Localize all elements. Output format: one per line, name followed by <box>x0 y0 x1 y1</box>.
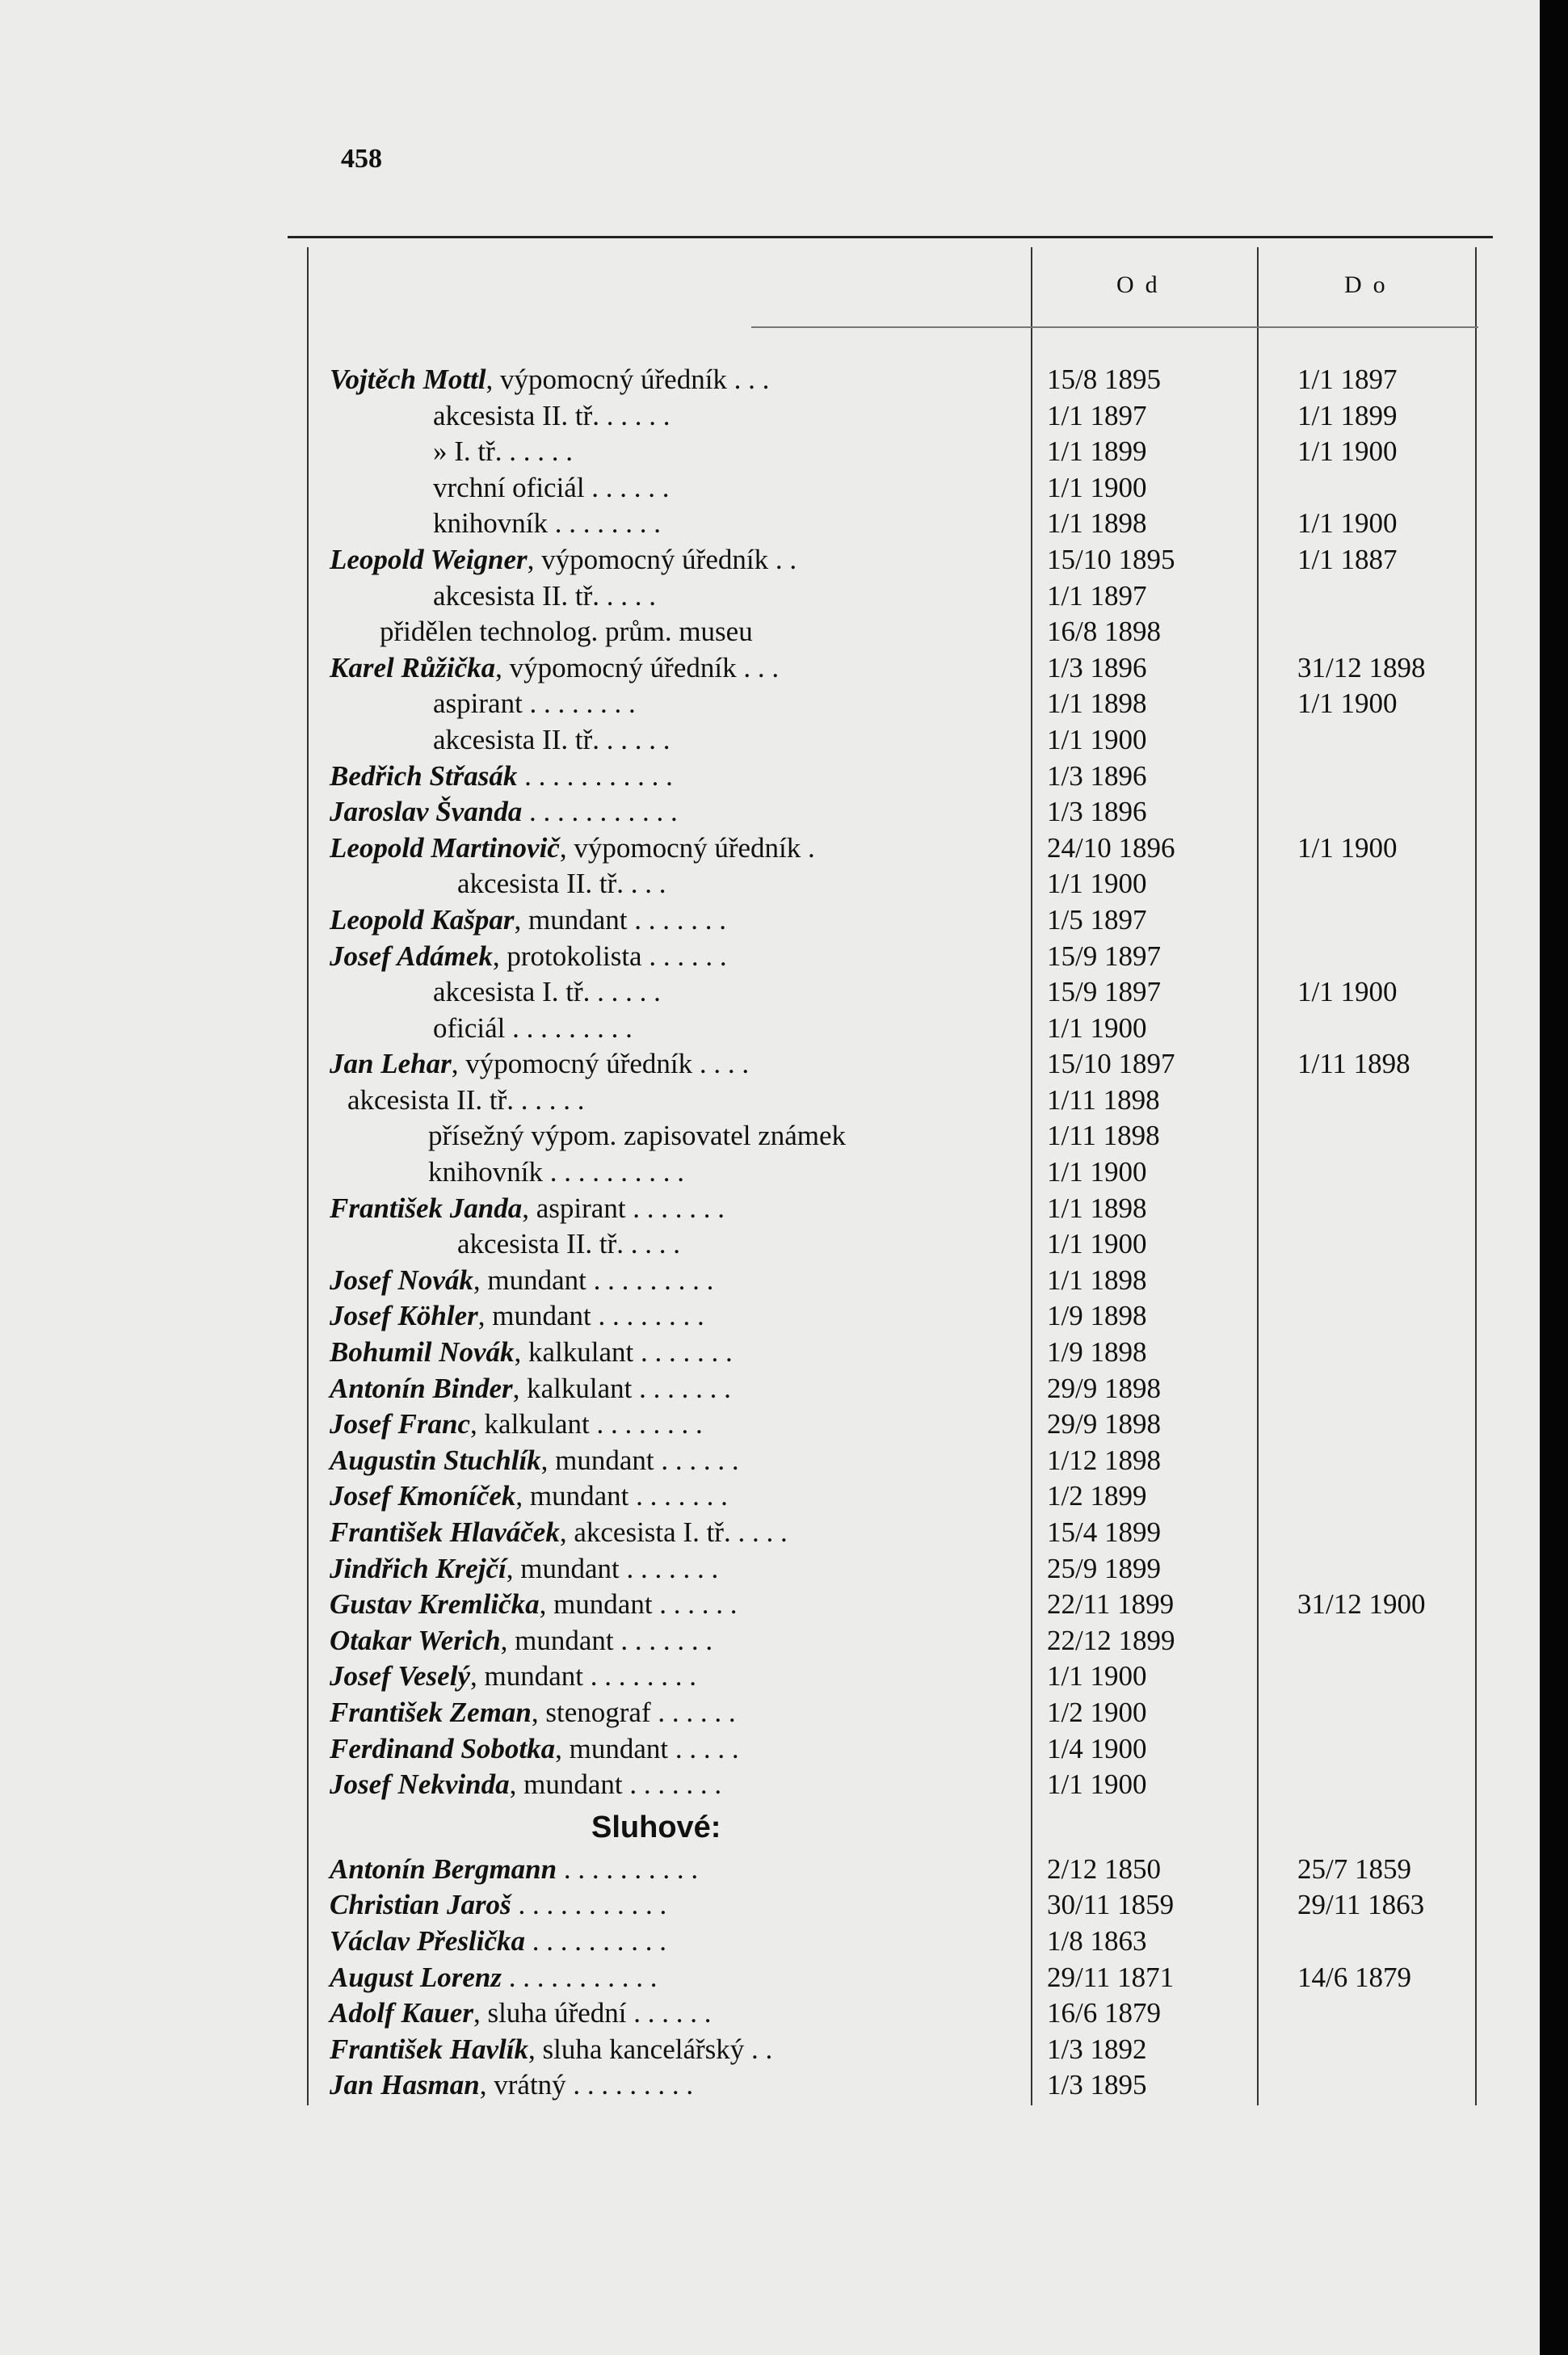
date-from: 1/11 1898 <box>1047 1120 1160 1152</box>
date-from: 1/1 1897 <box>1047 579 1147 612</box>
table-row <box>0 1623 1540 1659</box>
person-name: Josef Novák <box>330 1264 473 1296</box>
position-text: » I. tř. . . . . . <box>433 435 574 468</box>
date-from: 29/11 1871 <box>1047 1961 1175 1993</box>
date-from: 1/1 1900 <box>1047 723 1147 755</box>
row-description <box>428 1154 684 1191</box>
person-name: Vojtěch Mottl <box>330 364 486 395</box>
date-from: 1/3 1895 <box>1047 2069 1147 2101</box>
position-text: , protokolista . . . . . . <box>492 940 727 972</box>
person-name: František Zeman <box>330 1696 532 1728</box>
person-name: Josef Köhler <box>330 1300 478 1332</box>
register-table <box>0 362 1540 2104</box>
page-number: 458 <box>341 144 382 174</box>
table-row <box>0 470 1540 507</box>
table-row <box>0 1995 1540 2032</box>
date-from: 16/8 1898 <box>1047 616 1161 648</box>
row-description <box>347 1083 585 1119</box>
person-name: Josef Nekvinda <box>330 1768 510 1801</box>
date-from: 1/1 1898 <box>1047 1264 1147 1296</box>
table-row <box>0 1731 1540 1768</box>
table-row <box>0 1924 1540 1960</box>
row-description <box>457 1226 680 1263</box>
date-from: 30/11 1859 <box>1047 1889 1175 1921</box>
person-name: Bedřich Střasák <box>330 759 518 792</box>
table-row <box>0 650 1540 687</box>
date-from: 25/9 1899 <box>1047 1552 1161 1584</box>
date-from: 1/1 1898 <box>1047 1192 1147 1224</box>
position-text: akcesista II. tř. . . . . . <box>433 399 670 431</box>
position-text: akcesista II. tř. . . . <box>457 868 666 900</box>
position-text: knihovník . . . . . . . . . . <box>428 1156 684 1188</box>
table-row <box>0 1478 1540 1515</box>
date-from: 1/1 1898 <box>1047 688 1147 720</box>
date-to: 1/1 1887 <box>1297 543 1398 575</box>
person-name: Jan Hasman <box>330 2069 480 2101</box>
date-from: 1/1 1900 <box>1047 1011 1147 1044</box>
date-to: 1/11 1898 <box>1297 1048 1410 1080</box>
table-row <box>0 2032 1540 2068</box>
person-name: František Janda <box>330 1192 523 1224</box>
person-name: Leopold Kašpar <box>330 903 515 936</box>
position-text: , mundant . . . . . <box>555 1732 739 1764</box>
date-from: 1/2 1900 <box>1047 1696 1147 1728</box>
position-text: , výpomocný úředník . . . . <box>451 1048 750 1080</box>
row-description <box>433 686 636 722</box>
table-row <box>0 974 1540 1011</box>
position-text: . . . . . . . . . . . <box>517 759 673 792</box>
position-text: , sluha kancelářský . . <box>528 2033 773 2065</box>
row-description <box>330 1852 698 1888</box>
position-text: , mundant . . . . . . . . <box>469 1660 696 1693</box>
person-name: Augustin Stuchlík <box>330 1444 541 1476</box>
position-text: , výpomocný úředník . . . <box>495 651 780 683</box>
position-text: , mundant . . . . . . . <box>500 1624 713 1656</box>
person-name: Otakar Werich <box>330 1624 501 1656</box>
date-from: 15/4 1899 <box>1047 1516 1161 1548</box>
position-text: , kalkulant . . . . . . . . <box>470 1408 703 1440</box>
row-description <box>330 1191 725 1227</box>
person-name: František Hlaváček <box>330 1516 560 1548</box>
row-description <box>330 2032 772 2068</box>
table-row <box>0 362 1540 398</box>
page-edge-shadow <box>1540 0 1568 2355</box>
table-row <box>0 1298 1540 1335</box>
table-row <box>0 1587 1540 1623</box>
position-text: akcesista II. tř. . . . . . <box>433 723 670 755</box>
position-text: aspirant . . . . . . . . <box>433 688 636 720</box>
table-row <box>0 902 1540 939</box>
row-description <box>457 866 666 902</box>
date-from: 1/3 1892 <box>1047 2033 1147 2065</box>
row-description <box>433 470 670 507</box>
person-name: Ferdinand Sobotka <box>330 1732 556 1764</box>
date-from: 29/9 1898 <box>1047 1372 1161 1404</box>
position-text: vrchní oficiál . . . . . . <box>433 471 670 503</box>
date-to: 1/1 1897 <box>1297 364 1398 395</box>
row-description <box>428 1118 846 1154</box>
row-description <box>330 1995 712 2032</box>
table-row <box>0 1371 1540 1407</box>
row-description <box>330 1924 666 1960</box>
row-description <box>433 506 661 542</box>
table-row <box>0 578 1540 615</box>
date-from: 1/9 1898 <box>1047 1336 1147 1369</box>
date-from: 1/1 1898 <box>1047 507 1147 540</box>
table-row <box>0 722 1540 759</box>
date-from: 29/9 1898 <box>1047 1408 1161 1440</box>
date-from: 1/5 1897 <box>1047 903 1147 936</box>
date-to: 31/12 1900 <box>1297 1588 1426 1621</box>
date-from: 1/1 1897 <box>1047 399 1147 431</box>
row-description <box>433 1011 633 1047</box>
row-description <box>330 1731 739 1768</box>
person-name: Jaroslav Švanda <box>330 796 523 828</box>
table-row <box>0 1046 1540 1083</box>
position-text: . . . . . . . . . . <box>557 1852 699 1885</box>
table-row <box>0 1852 1540 1888</box>
date-to: 29/11 1863 <box>1297 1889 1425 1921</box>
row-description <box>330 1659 696 1695</box>
table-row <box>0 831 1540 867</box>
position-text: akcesista II. tř. . . . . . <box>347 1083 585 1116</box>
person-name: Antonín Bergmann <box>330 1852 557 1885</box>
person-name: Karel Růžička <box>330 651 496 683</box>
row-description <box>330 2067 693 2104</box>
row-description <box>433 722 670 759</box>
table-row <box>0 1695 1540 1731</box>
person-name: Gustav Kremlička <box>330 1588 540 1621</box>
table-row <box>0 434 1540 470</box>
table-row <box>0 939 1540 975</box>
position-text: , kalkulant . . . . . . . <box>514 1336 733 1369</box>
person-name: Jindřich Krejčí <box>330 1552 507 1584</box>
position-text: akcesista II. tř. . . . . <box>457 1228 681 1260</box>
date-from: 22/11 1899 <box>1047 1588 1175 1621</box>
date-from: 1/2 1899 <box>1047 1480 1147 1512</box>
row-description <box>330 650 779 687</box>
position-text: , vrátný . . . . . . . . . <box>479 2069 694 2101</box>
date-from: 1/1 1900 <box>1047 868 1147 900</box>
row-description <box>330 831 815 867</box>
row-description <box>330 939 727 975</box>
table-row <box>0 1011 1540 1047</box>
table-row <box>0 1407 1540 1443</box>
table-row <box>0 1515 1540 1551</box>
person-name: Josef Adámek <box>330 940 493 972</box>
person-name: Christian Jaroš <box>330 1889 511 1921</box>
table-row <box>0 1659 1540 1695</box>
row-description <box>330 1478 728 1515</box>
position-text: , akcesista I. tř. . . . . <box>559 1516 788 1548</box>
table-row <box>0 1154 1540 1191</box>
table-row <box>0 1191 1540 1227</box>
table-row <box>0 1551 1540 1588</box>
column-header-do: Do <box>1344 271 1397 298</box>
date-to: 1/1 1900 <box>1297 435 1398 468</box>
row-description <box>330 1335 733 1371</box>
date-from: 1/1 1900 <box>1047 1228 1147 1260</box>
table-row <box>0 686 1540 722</box>
table-row <box>0 1118 1540 1154</box>
person-name: Jan Lehar <box>330 1048 452 1080</box>
table-row <box>0 866 1540 902</box>
column-header-od: Od <box>1116 271 1169 298</box>
section-heading: Sluhové: <box>591 1810 721 1844</box>
position-text: , mundant . . . . . . . <box>514 903 726 936</box>
person-name: Leopold Weigner <box>330 543 528 575</box>
row-description <box>330 902 726 939</box>
table-row <box>0 1226 1540 1263</box>
table-row <box>0 1960 1540 1996</box>
date-from: 1/1 1900 <box>1047 1156 1147 1188</box>
date-to: 1/1 1900 <box>1297 507 1398 540</box>
position-text: přísežný výpom. zapisovatel známek <box>428 1120 847 1152</box>
person-name: Adolf Kauer <box>330 1997 473 2029</box>
date-from: 15/9 1897 <box>1047 976 1161 1008</box>
date-from: 15/10 1897 <box>1047 1048 1175 1080</box>
date-from: 1/3 1896 <box>1047 796 1147 828</box>
table-row <box>0 542 1540 578</box>
row-description <box>330 362 769 398</box>
row-description <box>330 1443 739 1479</box>
table-row <box>0 759 1540 795</box>
row-description <box>330 542 797 578</box>
position-text: . . . . . . . . . . <box>525 1924 667 1957</box>
date-from: 22/12 1899 <box>1047 1624 1175 1656</box>
date-to: 1/1 1900 <box>1297 831 1398 864</box>
position-text: , stenograf . . . . . . <box>531 1696 736 1728</box>
position-text: . . . . . . . . . . . <box>511 1889 667 1921</box>
row-description <box>330 1298 704 1335</box>
date-from: 1/4 1900 <box>1047 1732 1147 1764</box>
table-row <box>0 2067 1540 2104</box>
position-text: akcesista I. tř. . . . . . <box>433 976 661 1008</box>
date-from: 24/10 1896 <box>1047 831 1175 864</box>
person-name: Josef Veselý <box>330 1660 470 1693</box>
date-to: 1/1 1899 <box>1297 399 1398 431</box>
row-description <box>330 1887 666 1924</box>
position-text: , výpomocný úředník . . <box>527 543 797 575</box>
person-name: August Lorenz <box>330 1961 502 1993</box>
date-from: 1/8 1863 <box>1047 1924 1147 1957</box>
table-row <box>0 1887 1540 1924</box>
position-text: , mundant . . . . . . <box>540 1444 739 1476</box>
date-from: 1/11 1898 <box>1047 1083 1160 1116</box>
row-description <box>330 759 673 795</box>
table-row <box>0 1083 1540 1119</box>
date-to: 25/7 1859 <box>1297 1852 1411 1885</box>
position-text: přidělen technolog. prům. museu <box>380 616 753 648</box>
date-to: 1/1 1900 <box>1297 976 1398 1008</box>
position-text: , aspirant . . . . . . . <box>522 1192 725 1224</box>
row-description <box>433 434 573 470</box>
date-from: 15/9 1897 <box>1047 940 1161 972</box>
date-from: 1/12 1898 <box>1047 1444 1161 1476</box>
table-row <box>0 506 1540 542</box>
position-text: , sluha úřední . . . . . . <box>473 1997 712 2029</box>
position-text: , mundant . . . . . . . <box>506 1552 719 1584</box>
date-from: 1/3 1896 <box>1047 651 1147 683</box>
position-text: , mundant . . . . . . . . <box>477 1300 704 1332</box>
date-to: 1/1 1900 <box>1297 688 1398 720</box>
person-name: Josef Kmoníček <box>330 1480 516 1512</box>
date-to: 14/6 1879 <box>1297 1961 1411 1993</box>
person-name: Bohumil Novák <box>330 1336 515 1369</box>
position-text: knihovník . . . . . . . . <box>433 507 661 540</box>
row-description <box>330 1623 713 1659</box>
row-description <box>330 1407 703 1443</box>
table-row <box>0 1767 1540 1803</box>
date-from: 1/1 1900 <box>1047 471 1147 503</box>
position-text: , mundant . . . . . . <box>539 1588 738 1621</box>
row-description <box>433 974 661 1011</box>
date-from: 15/8 1895 <box>1047 364 1161 395</box>
date-from: 1/1 1899 <box>1047 435 1147 468</box>
row-description <box>330 1767 721 1803</box>
row-description <box>330 1263 713 1299</box>
date-to: 31/12 1898 <box>1297 651 1426 683</box>
header-rule <box>751 326 1478 328</box>
table-top-rule <box>288 236 1493 238</box>
position-text: , výpomocný úředník . . . <box>486 364 770 395</box>
table-row <box>0 1443 1540 1479</box>
table-row <box>0 614 1540 650</box>
date-from: 1/1 1900 <box>1047 1660 1147 1693</box>
person-name: Josef Franc <box>330 1408 471 1440</box>
position-text: . . . . . . . . . . . <box>522 796 678 828</box>
date-from: 15/10 1895 <box>1047 543 1175 575</box>
position-text: , mundant . . . . . . . <box>509 1768 722 1801</box>
person-name: Václav Přeslička <box>330 1924 526 1957</box>
position-text: . . . . . . . . . . . <box>502 1961 658 1993</box>
date-from: 1/1 1900 <box>1047 1768 1147 1801</box>
position-text: akcesista II. tř. . . . . <box>433 579 657 612</box>
row-description <box>330 1551 718 1588</box>
date-from: 1/3 1896 <box>1047 759 1147 792</box>
row-description <box>330 1515 788 1551</box>
row-description <box>330 1960 658 1996</box>
position-text: , mundant . . . . . . . <box>515 1480 728 1512</box>
person-name: František Havlík <box>330 2033 528 2065</box>
date-from: 2/12 1850 <box>1047 1852 1161 1885</box>
table-row <box>0 1335 1540 1371</box>
row-description <box>380 614 753 650</box>
position-text: , kalkulant . . . . . . . <box>512 1372 731 1404</box>
person-name: Antonín Binder <box>330 1372 513 1404</box>
person-name: Leopold Martinovič <box>330 831 560 864</box>
position-text: oficiál . . . . . . . . . <box>433 1011 633 1044</box>
row-description <box>330 794 678 831</box>
row-description <box>330 1695 736 1731</box>
row-description <box>330 1371 731 1407</box>
row-description <box>433 398 670 435</box>
table-row <box>0 794 1540 831</box>
position-text: , mundant . . . . . . . . . <box>473 1264 714 1296</box>
row-description <box>330 1046 749 1083</box>
table-row <box>0 398 1540 435</box>
table-row <box>0 1263 1540 1299</box>
row-description <box>433 578 656 615</box>
date-from: 1/9 1898 <box>1047 1300 1147 1332</box>
date-from: 16/6 1879 <box>1047 1997 1161 2029</box>
position-text: , výpomocný úředník . <box>559 831 815 864</box>
row-description <box>330 1587 738 1623</box>
